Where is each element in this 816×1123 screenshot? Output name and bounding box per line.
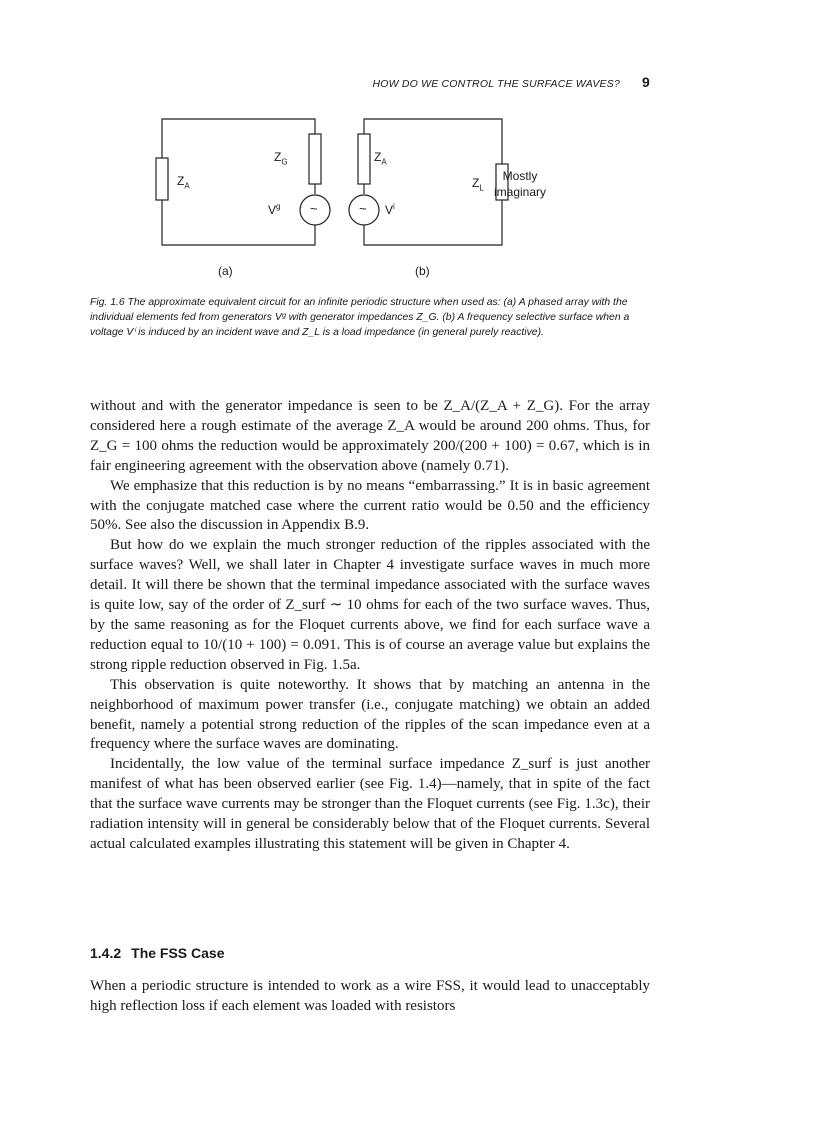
paragraph: But how do we explain the much stronger reduction of the ripples associated with the surface waves? Well, we shall later in Chapter 4 investigate surface waves in much more detail. It will there be shown that the terminal impedance associated with the surface waves is quite low, say of the order of Z_surf ∼ 10 ohms for each of the two surface waves. Thus, by the same reasoning as for the Floquet currents above, we find for each surface wave a reduction equal to 10/(10 + 100) = 0.091. This is of course an average value but explains the strong ripple reduction observed in Fig. 1.5a.: [90, 537, 650, 673]
vi-source-symbol: ~: [359, 201, 367, 216]
page-number: 9: [642, 74, 650, 90]
vg-label: $V^g$: [268, 202, 281, 217]
section-text: [90, 977, 650, 1017]
zg-resistor: [309, 134, 321, 184]
section-number: 1.4.2: [90, 945, 122, 961]
circuit-diagram: [150, 112, 530, 287]
panel-b-label: (b): [415, 264, 430, 278]
section-heading: [90, 945, 225, 961]
za-right-resistor: [358, 134, 370, 184]
paragraph: We emphasize that this reduction is by no means “embarrassing.” It is in basic agreement with the conjugate matched case where the current ratio would be 0.50 and the efficiency 50%. See also the discussion in Appendix B.9.: [90, 477, 650, 534]
running-head-title: HOW DO WE CONTROL THE SURFACE WAVES?: [372, 78, 620, 90]
paragraph: When a periodic structure is intended to work as a wire FSS, it would lead to unacceptably high reflection loss if each element was loaded with resistors: [90, 978, 650, 1014]
body-text: [90, 397, 650, 855]
za-left-resistor: [156, 158, 168, 200]
figure-caption: Fig. 1.6 The approximate equivalent circuit for an infinite periodic structure when used as: (a) A phased array with the individual elements fed from generators Vᵍ with generator impedances Z_G. (b) A frequency selective surface when a voltage Vⁱ is induced by an incident wave and Z_L is a load impedance (in general purely reactive).: [90, 297, 630, 338]
paragraph: Incidentally, the low value of the terminal surface impedance Z_surf is just another manifest of what has been observed earlier (see Fig. 1.4)—namely, that in spite of the fact that the surface wave currents may be stronger than the Floquet currents (see Fig. 1.3c), their radiation intensity will in general be considerably below that of the Floquet currents. Several actual calculated examples illustrating this statement will be given in Chapter 4.: [90, 756, 650, 852]
zl-label: $Z_L$: [472, 176, 484, 193]
paragraph: without and with the generator impedance is seen to be Z_A/(Z_A + Z_G). For the array considered here a rough estimate of the average Z_A would be around 200 ohms. Thus, for Z_G = 100 ohms the reduction would be approximately 200/(200 + 100) = 0.67, which is in fair engineering agreement with the observation above (namely 0.71).: [90, 398, 650, 474]
mostly-imaginary-label: Mostly imaginary: [493, 169, 547, 199]
panel-a-label: (a): [218, 264, 233, 278]
paragraph: This observation is quite noteworthy. It shows that by matching an antenna in the neighborhood of maximum power transfer (i.e., conjugate matching) we obtain an added benefit, namely a potential strong reduction of the ripples of the scan impedance even at a frequency where the surface waves are dominating.: [90, 676, 650, 753]
circuit-figure: [150, 112, 547, 287]
za-right-label: $Z_A$: [374, 150, 387, 167]
circuit-a-wire: [162, 119, 315, 158]
section-title: The FSS Case: [131, 945, 225, 961]
zg-label: $Z_G$: [274, 150, 288, 167]
vi-label: $V^i$: [385, 202, 395, 217]
running-head: [90, 74, 650, 90]
za-left-label: $Z_A$: [177, 174, 190, 191]
vg-source-symbol: ~: [310, 201, 318, 216]
